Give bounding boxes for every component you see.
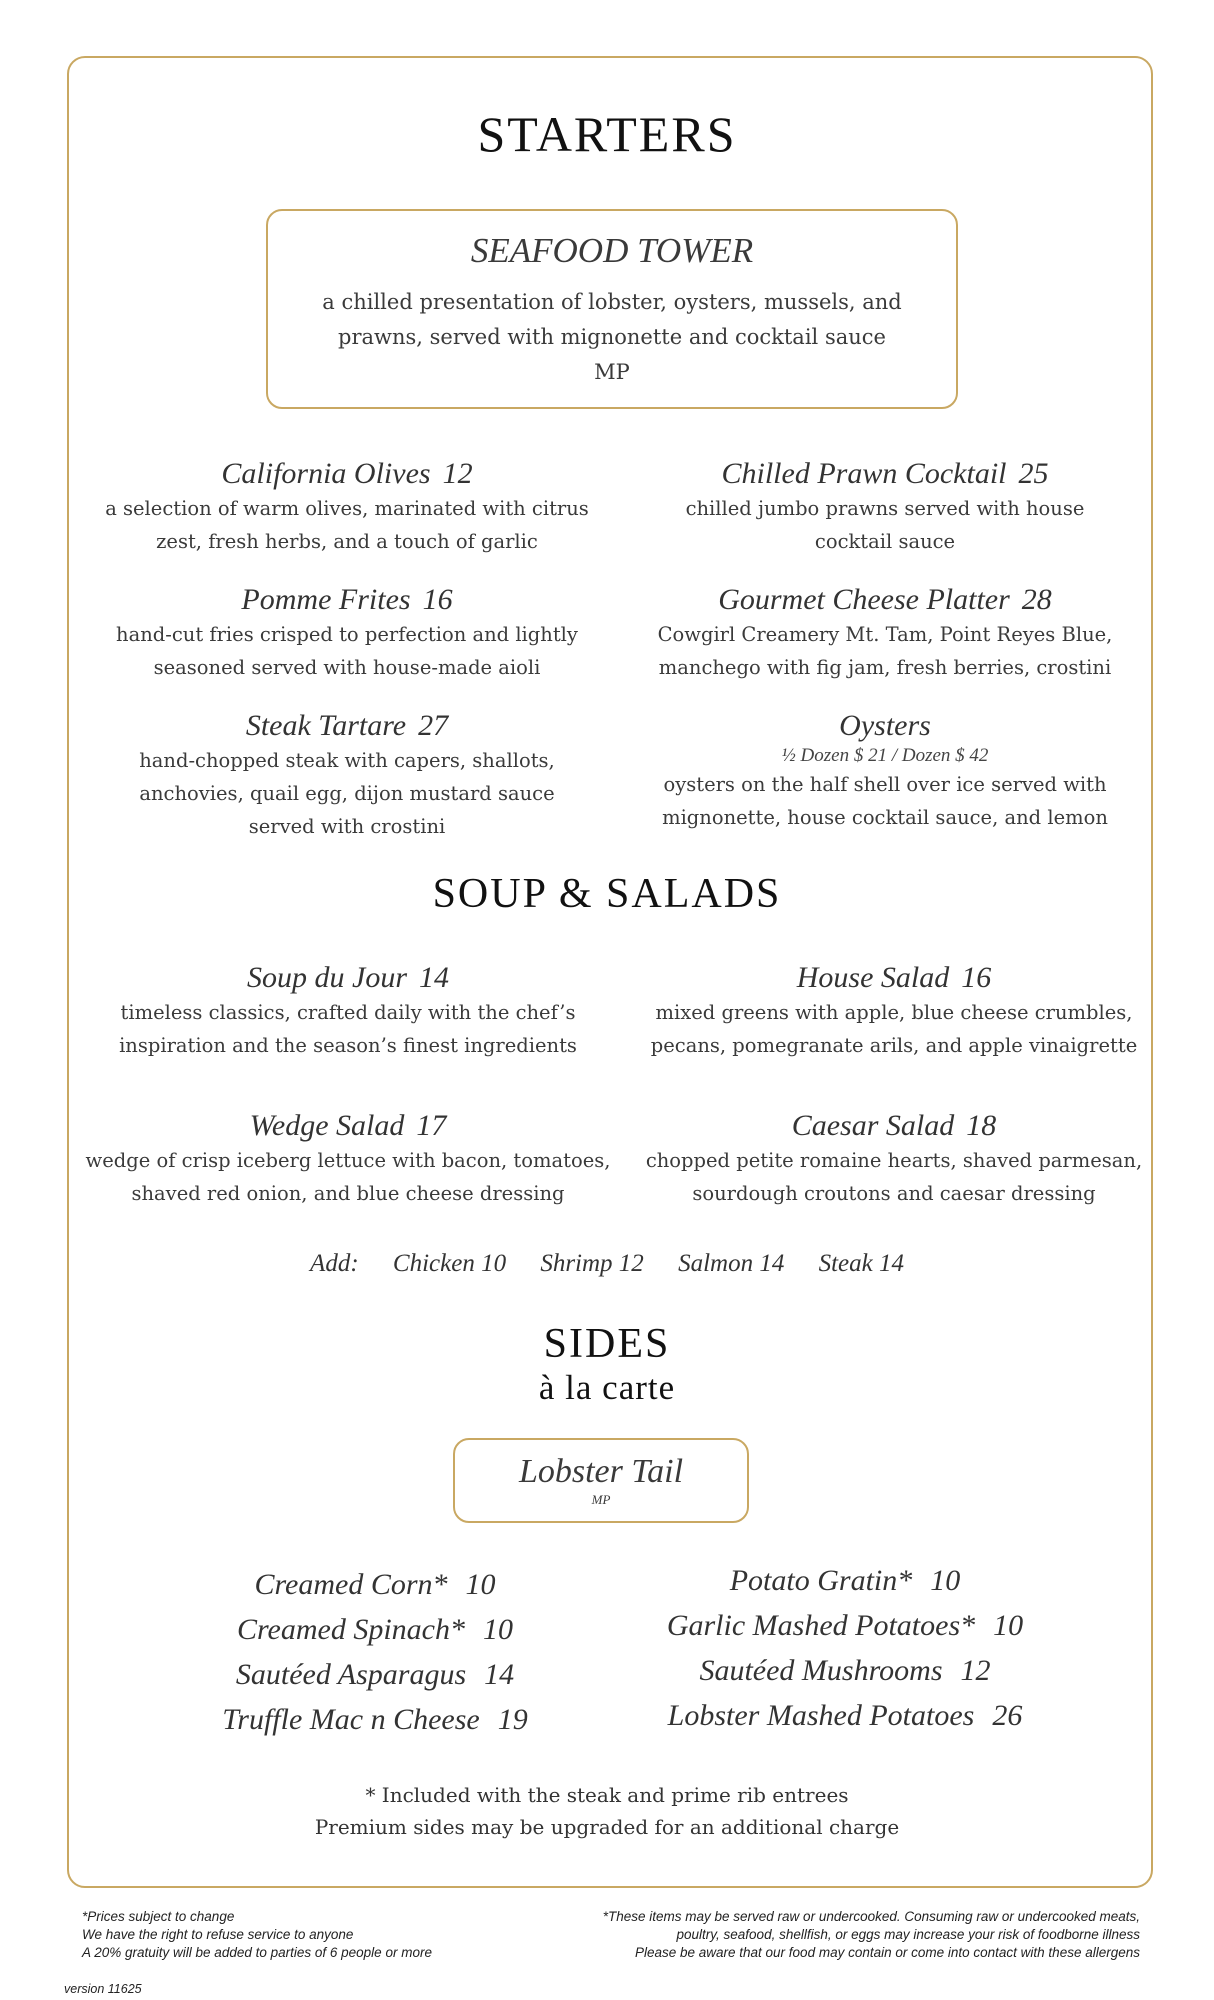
item-description: pecans, pomegranate arils, and apple vinaigrette — [650, 1034, 1138, 1057]
item-price: 16 — [961, 961, 992, 994]
item-description: sourdough croutons and caesar dressing — [692, 1182, 1096, 1205]
menu-item-name — [628, 708, 1142, 744]
item-price: 25 — [1018, 457, 1049, 490]
item-name-text: Oysters — [839, 709, 931, 742]
seafood-tower-name: SEAFOOD TOWER — [470, 231, 754, 270]
item-description: wedge of crisp iceberg lettuce with bacon, tomatoes, — [85, 1149, 611, 1172]
item-name-text: Caesar Salad — [791, 1109, 955, 1142]
item-description: seasoned served with house-made aioli — [153, 656, 541, 679]
soups-title: SOUP & SALADS — [432, 871, 782, 917]
addons-label: Add: — [310, 1250, 359, 1277]
menu-item-name — [628, 582, 1142, 618]
item-name-text: House Salad — [796, 961, 950, 994]
side-item — [150, 1652, 600, 1697]
soups-right-column — [624, 960, 1164, 1256]
item-description: anchovies, quail egg, dijon mustard sauce — [139, 782, 555, 805]
salad-addons — [0, 1250, 1214, 1278]
addon-salmon: Salmon 14 — [678, 1250, 785, 1277]
footer-left-line: We have the right to refuse service to anyone — [82, 1927, 354, 1942]
sides-subtitle: à la carte — [538, 1368, 676, 1407]
sides-title: SIDES — [543, 1321, 671, 1367]
item-description: chilled jumbo prawns served with house — [685, 497, 1085, 520]
menu-item — [90, 582, 604, 684]
footer-right — [520, 1908, 1140, 1962]
lobster-tail-name: Lobster Tail — [518, 1453, 684, 1490]
starters-left-column — [90, 456, 604, 867]
addon-steak: Steak 14 — [818, 1250, 904, 1277]
side-item-name: Lobster Mashed Potatoes — [667, 1699, 975, 1732]
item-description: mixed greens with apple, blue cheese crumbles, — [655, 1001, 1133, 1024]
side-item-price: 10 — [930, 1564, 961, 1597]
item-price: 14 — [419, 961, 449, 994]
side-item-name: Potato Gratin* — [729, 1564, 913, 1597]
menu-item-name — [90, 582, 604, 618]
menu-item — [628, 582, 1142, 684]
menu-item-name — [78, 960, 618, 996]
item-description: cocktail sauce — [814, 530, 956, 553]
item-description: shaved red onion, and blue cheese dressing — [131, 1182, 565, 1205]
item-name-text: Wedge Salad — [249, 1109, 405, 1142]
item-description: a selection of warm olives, marinated with citrus — [105, 497, 589, 520]
item-name-text: Chilled Prawn Cocktail — [721, 457, 1007, 490]
sides-right-list — [620, 1558, 1070, 1738]
item-description: mignonette, house cocktail sauce, and lemon — [662, 806, 1108, 829]
seafood-tower-price: MP — [594, 360, 630, 384]
side-item-price: 10 — [993, 1609, 1024, 1642]
addon-shrimp: Shrimp 12 — [540, 1250, 644, 1277]
addon-chicken: Chicken 10 — [392, 1250, 507, 1277]
item-price: 12 — [442, 457, 473, 490]
sides-note-1: * Included with the steak and prime rib entrees — [365, 1783, 849, 1807]
item-name-text: Gourmet Cheese Platter — [718, 583, 1010, 616]
lobster-tail-card — [453, 1438, 749, 1523]
item-price: 16 — [422, 583, 453, 616]
side-item-price: 14 — [484, 1658, 515, 1691]
item-price: 18 — [966, 1109, 997, 1142]
menu-item-name — [624, 1108, 1164, 1144]
menu-item — [90, 708, 604, 843]
menu-item — [624, 1108, 1164, 1210]
item-name-text: California Olives — [221, 457, 431, 490]
item-price: 27 — [418, 709, 449, 742]
starters-title: STARTERS — [477, 106, 737, 162]
seafood-tower-desc-1: a chilled presentation of lobster, oysters, mussels, and — [322, 290, 902, 314]
footer-right-line: Please be aware that our food may contain or come into contact with these allergens — [634, 1945, 1140, 1960]
seafood-tower-card — [266, 209, 958, 409]
item-description: hand-chopped steak with capers, shallots, — [139, 749, 555, 772]
side-item — [620, 1693, 1070, 1738]
item-description: manchego with fig jam, fresh berries, crostini — [658, 656, 1112, 679]
menu-item-name — [90, 708, 604, 744]
item-description: hand-cut fries crisped to perfection and lightly — [116, 623, 578, 646]
side-item — [150, 1562, 600, 1607]
item-description: inspiration and the season’s finest ingredients — [119, 1034, 577, 1057]
item-name-text: Pomme Frites — [241, 583, 411, 616]
item-price: 17 — [416, 1109, 447, 1142]
side-item — [150, 1607, 600, 1652]
menu-item-name — [628, 456, 1142, 492]
side-item-price: 26 — [992, 1699, 1023, 1732]
sides-note-2: Premium sides may be upgraded for an additional charge — [314, 1815, 900, 1839]
footer-right-line: poultry, seafood, shellfish, or eggs may increase your risk of foodborne illness — [676, 1927, 1140, 1942]
menu-item-name — [90, 456, 604, 492]
footer-right-line: *These items may be served raw or undercooked. Consuming raw or undercooked meats, — [602, 1909, 1140, 1924]
side-item-name: Truffle Mac n Cheese — [222, 1703, 480, 1736]
side-item — [620, 1648, 1070, 1693]
side-item — [620, 1603, 1070, 1648]
sides-left-list — [150, 1562, 600, 1742]
side-item — [150, 1697, 600, 1742]
menu-item — [78, 960, 618, 1062]
side-item-name: Sautéed Mushrooms — [699, 1654, 943, 1687]
seafood-tower-desc-2: prawns, served with mignonette and cocktail sauce — [338, 325, 886, 349]
side-item-name: Sautéed Asparagus — [235, 1658, 467, 1691]
item-subtitle: ½ Dozen $ 21 / Dozen $ 42 — [781, 745, 989, 766]
lobster-tail-price: MP — [591, 1492, 611, 1507]
item-description: timeless classics, crafted daily with the chef’s — [120, 1001, 576, 1024]
soups-left-column — [78, 960, 618, 1256]
item-description: oysters on the half shell over ice served with — [663, 773, 1107, 796]
item-description: served with crostini — [248, 815, 446, 838]
item-description: Cowgirl Creamery Mt. Tam, Point Reyes Blue, — [657, 623, 1113, 646]
menu-item — [628, 456, 1142, 558]
footer-left-line: *Prices subject to change — [82, 1909, 235, 1924]
version-label: version 11625 — [64, 1982, 142, 1996]
menu-item-name — [78, 1108, 618, 1144]
side-item-price: 10 — [465, 1568, 496, 1601]
side-item-price: 19 — [497, 1703, 528, 1736]
menu-item — [78, 1108, 618, 1210]
item-name-text: Steak Tartare — [245, 709, 407, 742]
footer-left — [82, 1908, 552, 1962]
menu-item — [90, 456, 604, 558]
item-description: chopped petite romaine hearts, shaved parmesan, — [645, 1149, 1143, 1172]
menu-item-name — [624, 960, 1164, 996]
starters-right-column — [628, 456, 1142, 858]
side-item-name: Creamed Corn* — [254, 1568, 448, 1601]
menu-item — [624, 960, 1164, 1062]
item-price: 28 — [1021, 583, 1052, 616]
side-item-price: 10 — [483, 1613, 514, 1646]
item-name-text: Soup du Jour — [247, 961, 407, 994]
menu-item — [628, 708, 1142, 834]
side-item-price: 12 — [960, 1654, 991, 1687]
side-item-name: Garlic Mashed Potatoes* — [666, 1609, 976, 1642]
footer-left-line: A 20% gratuity will be added to parties of 6 people or more — [82, 1945, 432, 1960]
item-description: zest, fresh herbs, and a touch of garlic — [156, 530, 538, 553]
side-item — [620, 1558, 1070, 1603]
side-item-name: Creamed Spinach* — [236, 1613, 466, 1646]
